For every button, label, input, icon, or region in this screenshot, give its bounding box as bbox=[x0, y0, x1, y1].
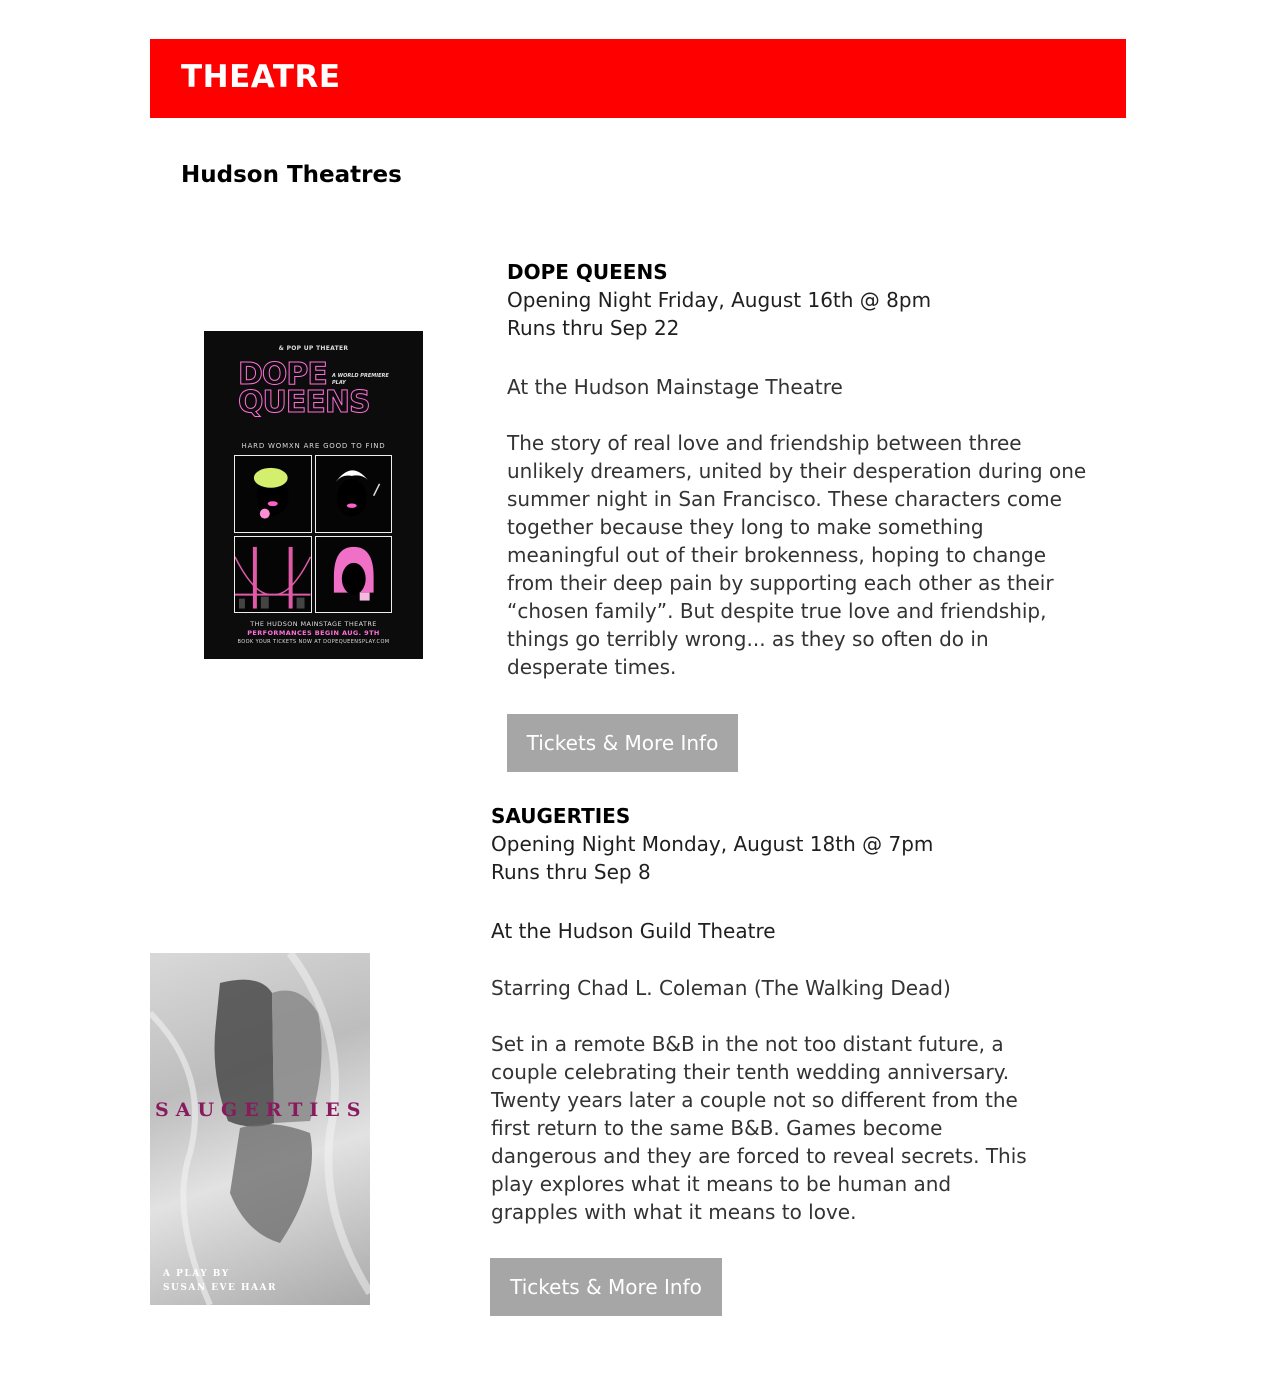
poster-panel-face-white-hair bbox=[315, 455, 393, 533]
poster-panel-face-pink-hair bbox=[315, 536, 393, 614]
dope-queens-poster bbox=[204, 331, 423, 659]
event-location: At the Hudson Guild Theatre bbox=[491, 919, 776, 943]
poster-venue-line: THE HUDSON MAINSTAGE THEATRE bbox=[250, 620, 377, 628]
poster-top-line: & POP UP THEATER bbox=[278, 345, 349, 352]
poster-panel-face-blonde bbox=[234, 455, 312, 533]
poster-side-line: A WORLD PREMIERE bbox=[332, 373, 389, 379]
event-description: Set in a remote B&B in the not too distant future, a couple celebrating their tenth wedding anniversary. Twenty years later a couple not so different from the first return to the same B&B. Games become dangerous and they are forced to reveal secrets. This play explores what it means to be human and grapples with what it means to love. bbox=[491, 1032, 1027, 1224]
event-run-dates: Runs thru Sep 22 bbox=[507, 316, 680, 340]
event-title: SAUGERTIES bbox=[491, 804, 631, 828]
event-opening-night: Opening Night Monday, August 18th @ 7pm bbox=[491, 832, 934, 856]
event-title: DOPE QUEENS bbox=[507, 260, 668, 284]
event-starring: Starring Chad L. Coleman (The Walking Dead) bbox=[491, 976, 951, 1000]
poster-side-text bbox=[332, 373, 402, 387]
event-description: The story of real love and friendship between three unlikely dreamers, united by their desperation during one summer night in San Francisco. These characters come together because they long to make something meaningful out of their brokenness, hoping to change from their deep pain by supporting each other as their “chosen family”. But despite true love and friendship, things go terribly wrong... as they so often do in desperate times. bbox=[507, 431, 1087, 679]
tickets-more-info-button[interactable]: Tickets & More Info bbox=[490, 1258, 722, 1316]
poster-panel-grid bbox=[234, 455, 392, 613]
poster-side-line: PLAY bbox=[332, 380, 346, 386]
poster-performance-line: PERFORMANCES BEGIN AUG. 9TH bbox=[247, 629, 380, 637]
poster-panel-bridge bbox=[234, 536, 312, 614]
poster-footer bbox=[204, 620, 423, 647]
event-opening-night: Opening Night Friday, August 16th @ 8pm bbox=[507, 288, 932, 312]
event-location: At the Hudson Mainstage Theatre bbox=[507, 375, 843, 399]
event-dope-queens bbox=[507, 258, 1097, 681]
poster-credit-line: A PLAY BY bbox=[163, 1269, 230, 1279]
section-banner bbox=[150, 39, 1126, 118]
venue-heading: Hudson Theatres bbox=[181, 162, 402, 188]
poster-credit-line: SUSAN EVE HAAR bbox=[163, 1283, 277, 1293]
poster-booking-line: BOOK YOUR TICKETS NOW AT DOPEQUEENSPLAY.COM bbox=[237, 639, 390, 645]
poster-credit bbox=[163, 1267, 277, 1295]
poster-title: SAUGERTIES bbox=[155, 1099, 368, 1121]
poster-title-line: DOPE bbox=[238, 357, 327, 392]
poster-tagline: HARD WOMXN ARE GOOD TO FIND bbox=[241, 442, 386, 450]
event-run-dates: Runs thru Sep 8 bbox=[491, 860, 651, 884]
section-title: THEATRE bbox=[181, 59, 341, 95]
event-saugerties bbox=[491, 802, 1061, 1226]
poster-title-line: QUEENS bbox=[238, 385, 370, 420]
tickets-more-info-button[interactable]: Tickets & More Info bbox=[507, 714, 738, 772]
saugerties-poster bbox=[150, 953, 370, 1305]
poster-title bbox=[238, 357, 370, 420]
